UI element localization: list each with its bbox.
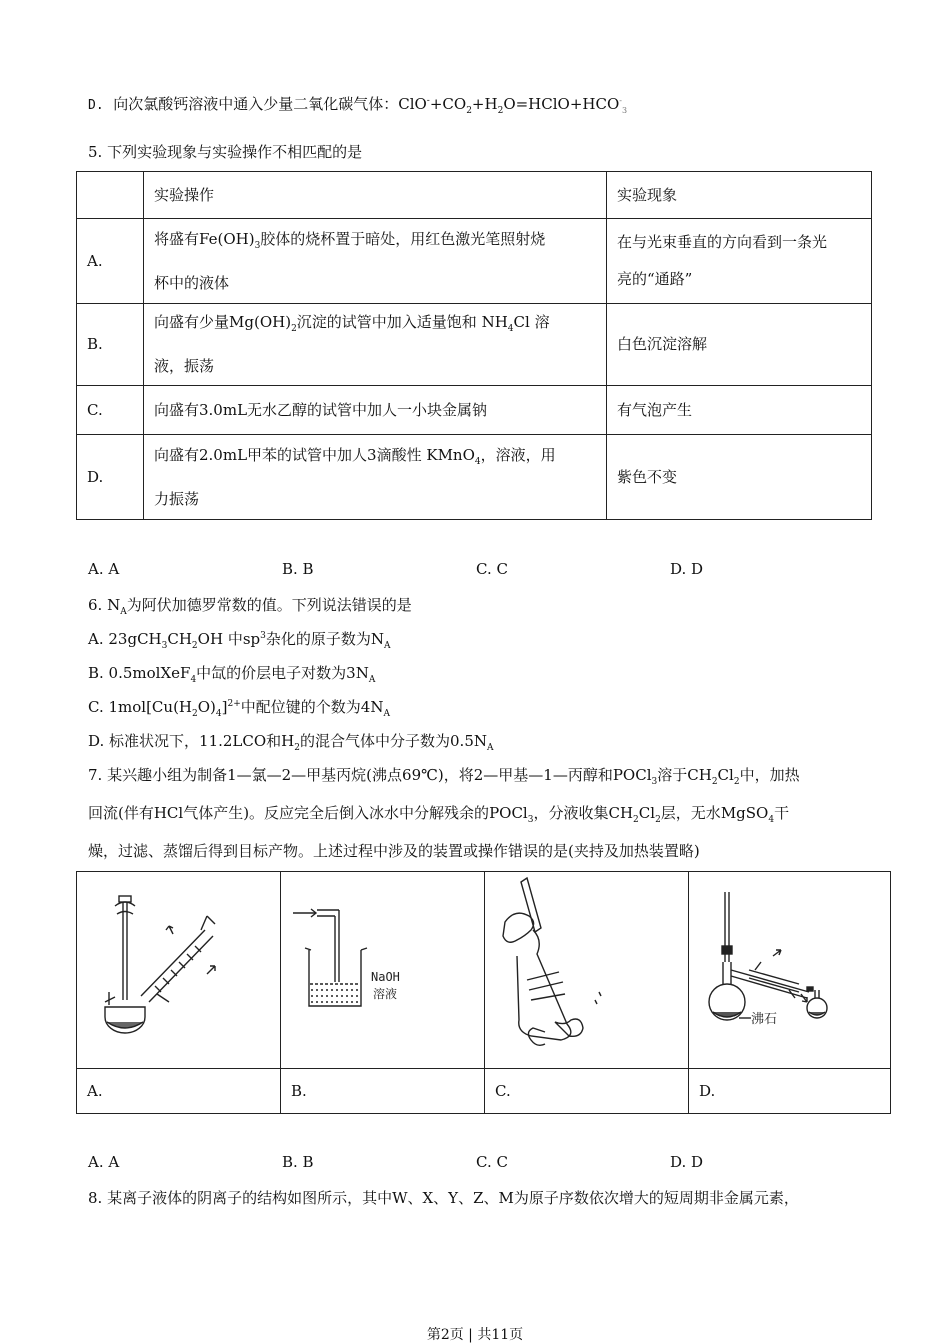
option-c[interactable]: C. C bbox=[476, 1153, 508, 1171]
reflux-apparatus-icon bbox=[77, 872, 280, 1068]
q4-option-d: D. 向次氯酸钙溶液中通入少量二氧化碳气体：$ClO^-+CO_2+H_2O=HClO+HCO^-_3$ bbox=[88, 95, 628, 116]
row-observation: 有气泡产生 bbox=[607, 386, 872, 435]
q5-stem: 5. 下列实验现象与实验操作不相匹配的是 bbox=[88, 143, 363, 161]
q7-options bbox=[88, 1153, 888, 1171]
q4-d-label: D. bbox=[88, 98, 104, 113]
table-row bbox=[77, 386, 872, 435]
q6-option-d[interactable]: D. 标准状况下，11.2LCO和$H_2$的混合气体中分子数为$0.5N_A$ bbox=[88, 732, 494, 753]
distillation-apparatus-icon bbox=[689, 872, 892, 1068]
q6-option-a[interactable]: A. $23gCH_3CH_2OH$ 中$sp^3$杂化的原子数为$N_A$ bbox=[88, 630, 391, 651]
option-d[interactable]: D. D bbox=[670, 560, 704, 578]
figure-c-separatory-funnel bbox=[485, 872, 689, 1069]
option-c[interactable]: C. C bbox=[476, 560, 508, 578]
option-b[interactable]: B. B bbox=[282, 1153, 314, 1171]
row-label: D. bbox=[77, 435, 144, 520]
option-a[interactable]: A. A bbox=[88, 1153, 120, 1171]
q6-option-b[interactable]: B. 0.5molXeF$_4$中氙的价层电子对数为$3N_A$ bbox=[88, 664, 376, 685]
figure-a-reflux bbox=[77, 872, 281, 1069]
row-label: C. bbox=[77, 386, 144, 435]
page-footer: 第2页 | 共11页 bbox=[426, 1327, 524, 1343]
q7-stem-line3: 燥，过滤、蒸馏后得到目标产物。上述过程中涉及的装置或操作错误的是(夹持及加热装置略) bbox=[88, 842, 700, 860]
q5-header-observation: 实验现象 bbox=[607, 172, 872, 219]
solution-label: 溶液 bbox=[373, 987, 398, 1001]
beaker-absorption-icon bbox=[281, 872, 484, 1068]
q5-header-operation: 实验操作 bbox=[144, 172, 607, 219]
separatory-funnel-icon bbox=[485, 872, 688, 1068]
row-operation: 将盛有$Fe(OH)_3$胶体的烧杯置于暗处，用红色激光笔照射烧 杯中的液体 bbox=[144, 219, 607, 304]
q8-stem: 8. 某离子液体的阴离子的结构如图所示，其中W、X、Y、Z、M为原子序数依次增大的短周期非金属元素， bbox=[88, 1189, 799, 1207]
naoh-label: NaOH bbox=[371, 970, 400, 984]
option-a[interactable]: A. A bbox=[88, 560, 120, 578]
row-operation: 向盛有少量$Mg(OH)_2$沉淀的试管中加入适量饱和 $NH_4Cl$ 溶 液，振荡 bbox=[144, 304, 607, 386]
row-operation: 向盛有2.0mL甲苯的试管中加人3滴酸性 KMnO$_4$，溶液，用 力振荡 bbox=[144, 435, 607, 520]
q5-options bbox=[88, 560, 888, 578]
figure-label-a: A. bbox=[77, 1069, 281, 1114]
row-label: B. bbox=[77, 304, 144, 386]
q7-figure-table bbox=[76, 871, 891, 1114]
row-observation: 紫色不变 bbox=[607, 435, 872, 520]
q7-stem-line1: 7. 某兴趣小组为制备1—氯—2—甲基丙烷(沸点69℃)，将2—甲基—1—丙醇和POCl$_3$溶于$CH_2Cl_2$中，加热 bbox=[88, 766, 800, 787]
figure-label-b: B. bbox=[281, 1069, 485, 1114]
q7-stem-line2: 回流(伴有HCl气体产生)。反应完全后倒入冰水中分解残余的POCl$_3$，分液收集$CH_2Cl_2$层，无水MgSO$_4$干 bbox=[88, 804, 790, 825]
table-row bbox=[77, 435, 872, 520]
row-observation: 白色沉淀溶解 bbox=[607, 304, 872, 386]
q4-d-text: 向次氯酸钙溶液中通入少量二氧化碳气体： bbox=[113, 95, 399, 113]
q6-stem: 6. $N_A$为阿伏加德罗常数的值。下列说法错误的是 bbox=[88, 596, 412, 617]
table-row bbox=[77, 304, 872, 386]
table-row bbox=[77, 219, 872, 304]
row-operation: 向盛有3.0mL无水乙醇的试管中加人一小块金属钠 bbox=[144, 386, 607, 435]
row-observation: 在与光束垂直的方向看到一条光 亮的“通路” bbox=[607, 219, 872, 304]
q6-option-c[interactable]: C. $1mol[Cu(H_2O)_4]^{2+}$中配位键的个数为$4N_A$ bbox=[88, 698, 390, 719]
figure-label-d: D. bbox=[689, 1069, 891, 1114]
row-label: A. bbox=[77, 219, 144, 304]
figure-b-gas-absorption bbox=[281, 872, 485, 1069]
boiling-stone-label: 沸石 bbox=[751, 1012, 778, 1027]
q5-table bbox=[76, 171, 872, 520]
figure-label-c: C. bbox=[485, 1069, 689, 1114]
option-d[interactable]: D. D bbox=[670, 1153, 704, 1171]
option-b[interactable]: B. B bbox=[282, 560, 314, 578]
figure-d-distillation bbox=[689, 872, 891, 1069]
